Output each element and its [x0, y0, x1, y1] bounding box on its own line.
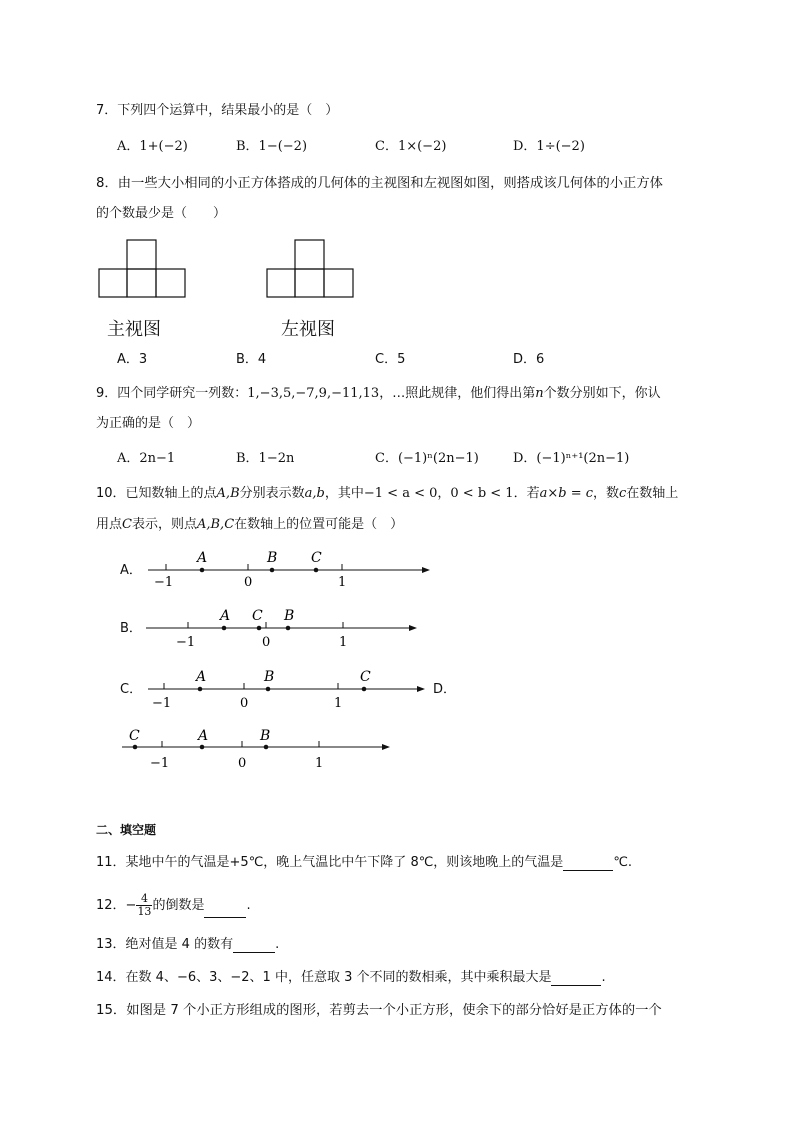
q12-numerator: 4 — [136, 893, 152, 906]
tick-1-label: 1 — [339, 635, 348, 648]
point-a-label: A — [198, 728, 209, 744]
q13-end: . — [275, 937, 280, 952]
q12-answer-blank[interactable] — [204, 904, 246, 918]
q15-stem: 15．如图是 7 个小正方形组成的图形，若剪去一个小正方形，使余下的部分恰好是正方体的一个 — [96, 1003, 662, 1018]
left-view-figure — [266, 239, 356, 299]
q14-end: . — [601, 970, 606, 985]
q12-text: 12．− — [96, 898, 137, 913]
q10-product: a×b = c — [539, 486, 593, 501]
q10-option-d-label: D． — [433, 682, 457, 697]
q11-text: 11．某地中午的气温是+5℃，晚上气温比中午下降了 8℃，则该地晚上的气温是 — [96, 855, 564, 870]
q11 — [96, 855, 632, 871]
q13-answer-blank[interactable] — [233, 939, 275, 953]
tick-1-label: 1 — [334, 696, 343, 709]
q10-text: ．若 — [513, 486, 540, 501]
tick-0-label: 0 — [262, 635, 271, 648]
q10-text: 用点 — [96, 517, 123, 532]
point-b-label: B — [260, 728, 271, 744]
q12 — [96, 893, 251, 918]
q11-unit: ℃. — [613, 855, 633, 870]
q10-stem-line1 — [96, 486, 678, 502]
q10-text: ，数 — [593, 486, 620, 501]
point-a-label: A — [197, 550, 208, 566]
q7-option-b: B．1−(−2) — [236, 139, 308, 154]
q9-option-c: C．(−1)ⁿ(2n−1) — [375, 451, 479, 466]
q9-n: n — [535, 386, 544, 401]
q12-end: . — [246, 898, 251, 913]
q8-option-d: D．6 — [513, 352, 545, 367]
point-a-label: A — [196, 669, 207, 685]
q14-text: 14．在数 4、−6、3、−2、1 中，任意取 3 个不同的数相乘，其中乘积最大是 — [96, 970, 552, 985]
tick-0-label: 0 — [240, 696, 249, 709]
q10-text: 10．已知数轴上的点 — [96, 486, 217, 501]
q8-option-b: B．4 — [236, 352, 267, 367]
tick-neg1-label: −1 — [176, 635, 196, 648]
section-title: 二、填空题 — [96, 823, 157, 837]
q7-option-a: A．1+(−2) — [117, 139, 188, 154]
tick-0-label: 0 — [244, 575, 253, 590]
q14 — [96, 970, 606, 986]
q9-option-d: D．(−1)ⁿ⁺¹(2n−1) — [513, 451, 630, 466]
front-view-caption: 主视图 — [107, 319, 161, 340]
q12-denominator: 13 — [137, 905, 152, 918]
q9-option-b: B．1−2n — [236, 451, 295, 466]
q13-text: 13．绝对值是 4 的数有 — [96, 937, 234, 952]
q10-vars-ab: a,b — [304, 486, 325, 501]
number-line-option-c — [140, 664, 430, 709]
q13 — [96, 937, 279, 953]
q8-option-c: C．5 — [375, 352, 406, 367]
q10-option-c-label: C． — [120, 682, 143, 697]
q10-text: 分别表示数 — [239, 486, 305, 501]
number-line-option-b — [140, 603, 430, 648]
q10-text: 表示，则点 — [131, 517, 197, 532]
point-b-label: B — [264, 669, 275, 685]
q12-fraction — [136, 893, 152, 918]
q7-stem: 7．下列四个运算中，结果最小的是（ ） — [96, 103, 339, 118]
q9-stem-prefix: 9．四个同学研究一列数： — [96, 386, 248, 401]
q7-option-d: D．1÷(−2) — [513, 139, 585, 154]
q9-option-a: A．2n−1 — [117, 451, 176, 466]
front-view-figure — [98, 239, 188, 299]
tick-neg1-label: −1 — [154, 575, 174, 590]
q8-option-a: A．3 — [117, 352, 148, 367]
q10-text: 在数轴上 — [626, 486, 679, 501]
point-c-label: C — [360, 669, 371, 685]
tick-neg1-label: −1 — [152, 696, 172, 709]
left-view-caption: 左视图 — [281, 319, 335, 340]
q8-stem-line2: 的个数最少是（ ） — [96, 206, 227, 221]
q10-point-c: C — [122, 517, 132, 532]
point-c-label: C — [129, 728, 140, 744]
point-c-label: C — [252, 608, 263, 624]
q10-text: 在数轴上的位置可能是（ ） — [234, 517, 404, 532]
q12-text: 的倒数是 — [152, 898, 205, 913]
q10-stem-line2 — [96, 517, 403, 533]
q9-sequence: 1,−3,5,−7,9,−11,13 — [247, 386, 380, 401]
tick-1-label: 1 — [338, 575, 347, 590]
point-b-label: B — [284, 608, 295, 624]
q9-stem-middle: ，…照此规律，他们得出第 — [379, 386, 536, 401]
q9-stem-suffix: 个数分别如下，你认 — [543, 386, 661, 401]
point-a-label: A — [220, 608, 231, 624]
number-line-option-a — [140, 545, 440, 590]
q10-option-a-label: A． — [120, 563, 142, 578]
number-line-option-d — [118, 725, 408, 770]
point-c-label: C — [311, 550, 322, 566]
point-b-label: B — [267, 550, 278, 566]
tick-0-label: 0 — [238, 756, 247, 770]
q10-points-ab: A,B — [216, 486, 240, 501]
q7-option-c: C．1×(−2) — [375, 139, 447, 154]
q9-stem-line1 — [96, 386, 661, 402]
q10-text: ， — [437, 486, 451, 501]
q10-condition-b: 0 < b < 1 — [450, 486, 514, 501]
tick-1-label: 1 — [315, 756, 324, 770]
q10-condition-a: −1 < a < 0 — [363, 486, 438, 501]
q11-answer-blank[interactable] — [563, 857, 613, 871]
q10-points-abc: A,B,C — [196, 517, 235, 532]
q10-text: ，其中 — [324, 486, 364, 501]
q9-stem-line2: 为正确的是（ ） — [96, 416, 201, 431]
q14-answer-blank[interactable] — [551, 972, 601, 986]
q10-var-c: c — [619, 486, 627, 501]
q10-option-b-label: B． — [120, 621, 142, 636]
q8-stem-line1: 8．由一些大小相同的小正方体搭成的几何体的主视图和左视图如图，则搭成该几何体的小正方体 — [96, 176, 663, 191]
tick-neg1-label: −1 — [150, 756, 170, 770]
